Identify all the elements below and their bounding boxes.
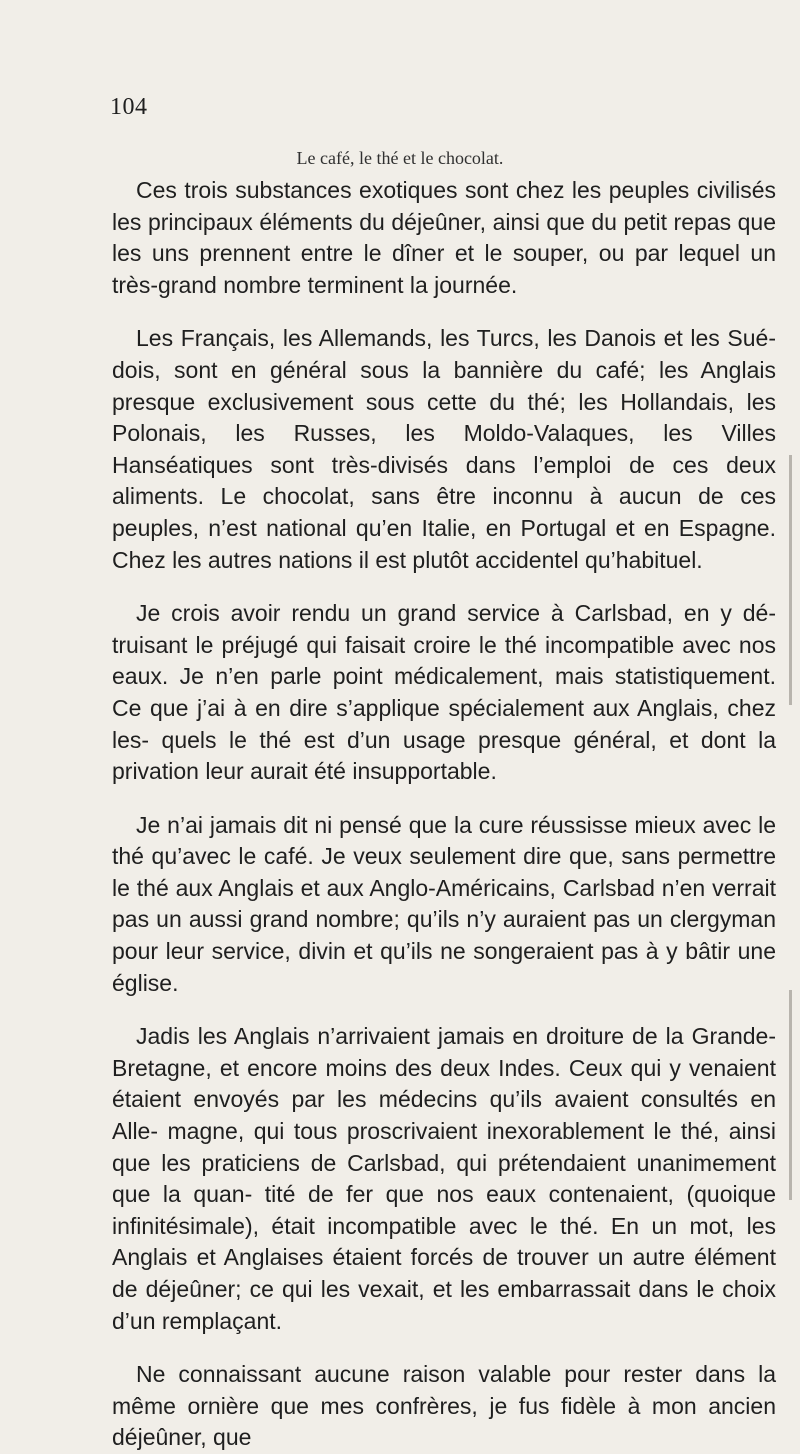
paragraph-2: Les Français, les Allemands, les Turcs, les Danois et les Sué- dois, sont en général sous la bannière du café; les Anglais presque exclusivement sous cette du thé; les Hollandais, les Polonais, les Russes, les Moldo-Valaques, les Villes Hanséatiques sont très-divisés dans l’emploi de ces deux aliments. Le chocolat, sans être inconnu à aucun de ces peuples, n’est national qu’en Italie, en Portugal et en Espagne. Chez les autres nations il est plutôt accidentel qu’habituel. (112, 325, 776, 573)
running-header: Le café, le thé et le chocolat. (296, 148, 504, 168)
body-text (112, 175, 776, 1454)
page-edge-shadow-2 (789, 990, 792, 1200)
page-edge-shadow-1 (789, 455, 792, 705)
paragraph-6: Ne connaissant aucune raison valable pour rester dans la même ornière que mes confrères, je fus fidèle à mon ancien déjeûner, que (112, 1361, 776, 1451)
paragraph-3: Je crois avoir rendu un grand service à Carlsbad, en y dé- truisant le préjugé qui faisait croire le thé incompatible avec nos eaux. Je n’en parle point médicalement, mais statistiquement. Ce que j’ai à en dire s’applique spécialement aux Anglais, chez les- quels le thé est d’un usage presque général, et dont la privation leur aurait été insupportable. (112, 600, 776, 785)
page-number: 104 (110, 94, 148, 120)
paragraph-5: Jadis les Anglais n’arrivaient jamais en droiture de la Grande- Bretagne, et encore moins des deux Indes. Ceux qui y venaient étaient envoyés par les médecins qu’ils avaient consultés en Alle- magne, qui tous proscrivaient inexorablement le thé, ainsi que les praticiens de Carlsbad, qui prétendaient unanimement que la quan- tité de fer que nos eaux contenaient, (quoique infinitésimale), était incompatible avec le thé. En un mot, les Anglais et Anglaises étaient forcés de trouver un autre élément de déjeûner; ce qui les vexait, et les embarrassait dans le choix d’un remplaçant. (112, 1023, 776, 1334)
paragraph-1: Ces trois substances exotiques sont chez les peuples civilisés les principaux éléments du déjeûner, ainsi que du petit repas que les uns prennent entre le dîner et le souper, ou par lequel un très-grand nombre terminent la journée. (112, 177, 776, 298)
paragraph-4: Je n’ai jamais dit ni pensé que la cure réussisse mieux avec le thé qu’avec le café. Je veux seulement dire que, sans permettre le thé aux Anglais et aux Anglo-Américains, Carlsbad n’en verrait pas un aussi grand nombre; qu’ils n’y auraient pas un clergyman pour leur service, divin et qu’ils ne songeraient pas à y bâtir une église. (112, 811, 776, 996)
